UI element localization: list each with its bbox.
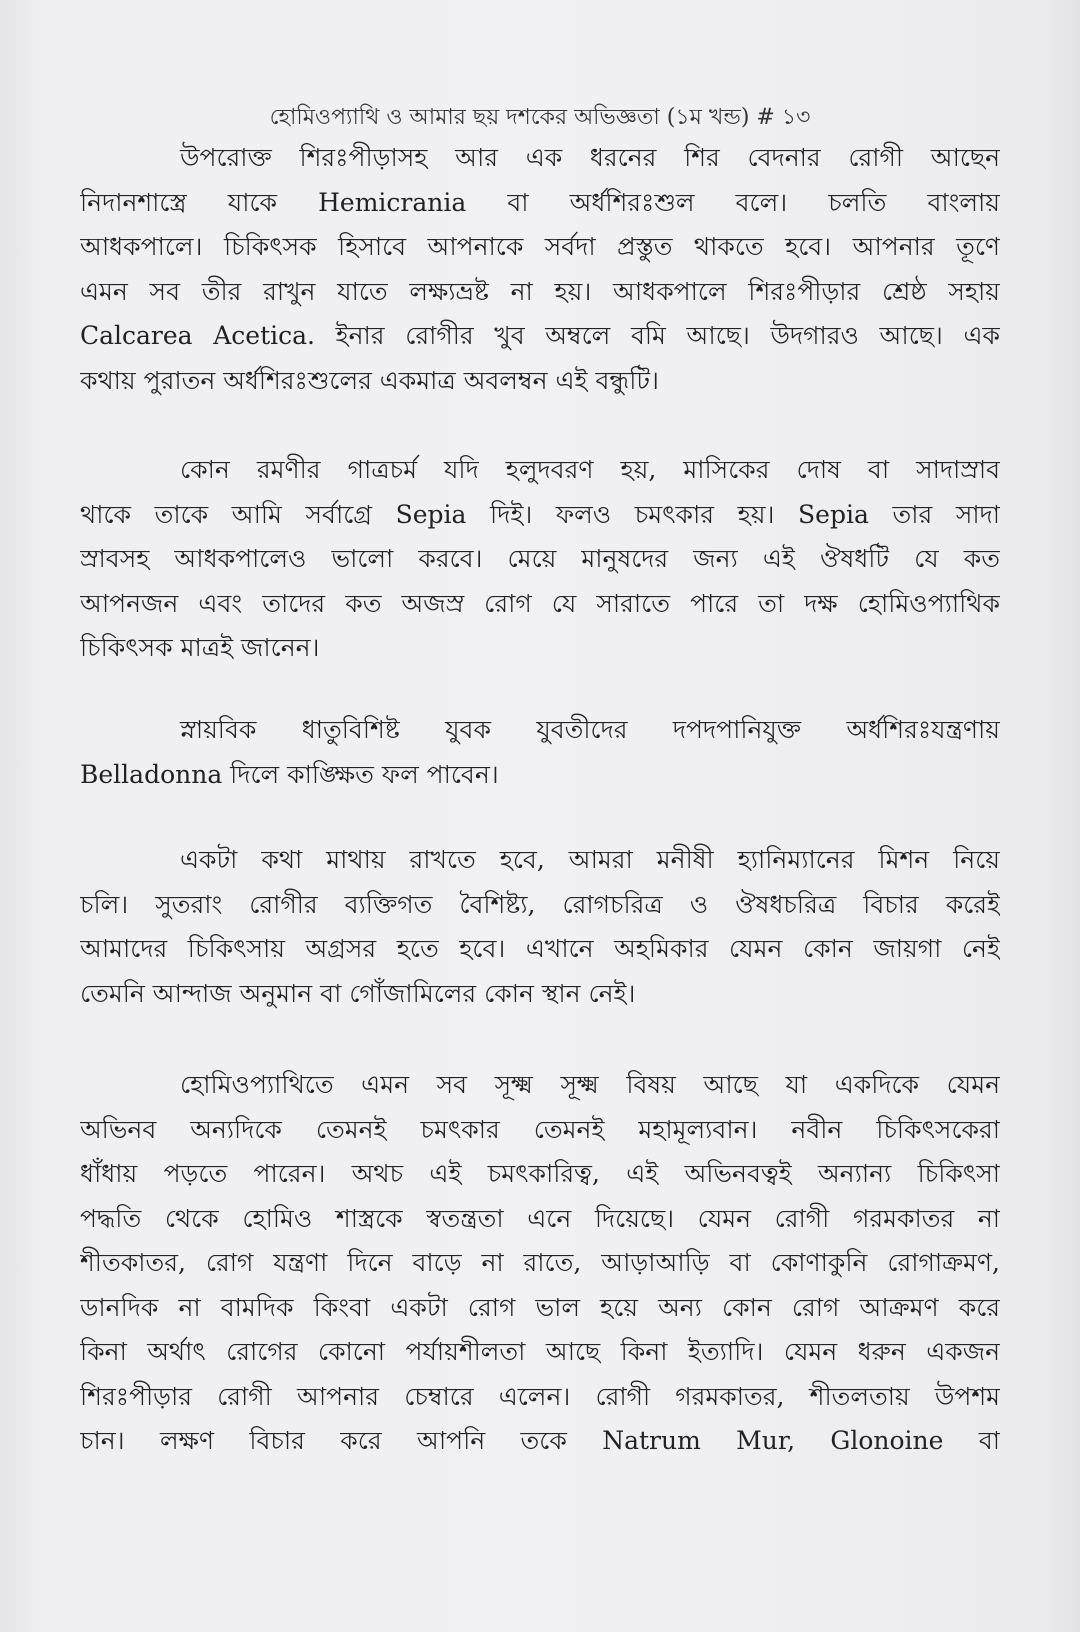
text-line: আপনজন এবং তাদের কত অজস্র রোগ যে সারাতে পারে তা দক্ষ হোমিওপ্যাথিক bbox=[80, 588, 1000, 618]
text-line: চান। লক্ষণ বিচার করে আপনি তকে Natrum Mur, Glonoine বা bbox=[80, 1426, 1000, 1455]
text-line: স্নায়বিক ধাতুবিশিষ্ট যুবক যুবতীদের দপদপানিযুক্ত অর্ধশিরঃযন্ত্রণায় bbox=[180, 715, 1000, 744]
text-line: কোন রমণীর গাত্রচর্ম যদি হলুদবরণ হয়, মাসিকের দোষ বা সাদাস্রাব bbox=[180, 455, 1000, 484]
text-line: হোমিওপ্যাথিতে এমন সব সূক্ষ্ম সূক্ষ্ম বিষয় আছে যা একদিকে যেমন bbox=[180, 1070, 1000, 1099]
text-line: শিরঃপীড়ার রোগী আপনার চেম্বারে এলেন। রোগী গরমকাতর, শীতলতায় উপশম bbox=[80, 1381, 1000, 1411]
paragraph-4 bbox=[80, 838, 1000, 1016]
running-header: হোমিওপ্যাথি ও আমার ছয় দশকের অভিজ্ঞতা (১ম খন্ড) # ১৩ bbox=[269, 105, 811, 130]
text-line: কথায় পুরাতন অর্ধশিরঃশুলের একমাত্র অবলম্বন এই বন্ধুটি। bbox=[80, 365, 659, 395]
text-line: একটা কথা মাথায় রাখতে হবে, আমরা মনীষী হ্যানিম্যানের মিশন নিয়ে bbox=[180, 845, 1000, 874]
text-line: নিদানশাস্ত্রে যাকে Hemicrania বা অর্ধশিরঃশুল বলে। চলতি বাংলায় bbox=[80, 187, 1000, 217]
text-line: থাকে তাকে আমি সর্বাগ্রে Sepia দিই। ফলও চমৎকার হয়। Sepia তার সাদা bbox=[80, 499, 1000, 529]
paragraph-5 bbox=[80, 1063, 1000, 1464]
paragraph-1 bbox=[80, 136, 1000, 403]
text-line: তেমনি আন্দাজ অনুমান বা গোঁজামিলের কোন স্থান নেই। bbox=[80, 978, 636, 1008]
text-line: কিনা অর্থাৎ রোগের কোনো পর্যায়শীলতা আছে কিনা ইত্যাদি। যেমন ধরুন একজন bbox=[80, 1337, 1000, 1366]
paragraph-2 bbox=[80, 448, 1000, 671]
text-line: ধাঁধায় পড়তে পারেন। অথচ এই চমৎকারিত্ব, এই অভিনবত্বই অন্যান্য চিকিৎসা bbox=[80, 1159, 1000, 1188]
text-line: Belladonna দিলে কাঙ্ক্ষিত ফল পাবেন। bbox=[80, 759, 499, 789]
text-line: এমন সব তীর রাখুন যাতে লক্ষ্যভ্রষ্ট না হয়। আধকপালে শিরঃপীড়ার শ্রেষ্ঠ সহায় bbox=[80, 276, 1000, 306]
text-line: উপরোক্ত শিরঃপীড়াসহ আর এক ধরনের শির বেদনার রোগী আছেন bbox=[180, 143, 1000, 172]
text-line: চিকিৎসক মাত্রই জানেন। bbox=[80, 633, 320, 662]
paragraph-3 bbox=[80, 708, 1000, 797]
text-line: চলি। সুতরাং রোগীর ব্যক্তিগত বৈশিষ্ট্য, রোগচরিত্র ও ঔষধচরিত্র বিচার করেই bbox=[80, 889, 1000, 919]
text-line: আধকপালে। চিকিৎসক হিসাবে আপনাকে সর্বদা প্রস্তুত থাকতে হবে। আপনার তূণে bbox=[80, 232, 1000, 261]
text-line: স্রাবসহ আধকপালেও ভালো করবে। মেয়ে মানুষদের জন্য এই ঔষধটি যে কত bbox=[80, 544, 1000, 573]
text-line: পদ্ধতি থেকে হোমিও শাস্ত্রকে স্বতন্ত্রতা এনে দিয়েছে। যেমন রোগী গরমকাতর না bbox=[80, 1203, 1000, 1233]
text-line: Calcarea Acetica. ইনার রোগীর খুব অম্বলে বমি আছে। উদগারও আছে। এক bbox=[80, 321, 1000, 350]
text-line: অভিনব অন্যদিকে তেমনই চমৎকার তেমনই মহামূল্যবান। নবীন চিকিৎসকেরা bbox=[80, 1114, 1000, 1144]
text-line: শীতকাতর, রোগ যন্ত্রণা দিনে বাড়ে না রাতে, আড়াআড়ি বা কোণাকুনি রোগাক্রমণ, bbox=[80, 1248, 1000, 1277]
text-line: আমাদের চিকিৎসায় অগ্রসর হতে হবে। এখানে অহমিকার যেমন কোন জায়গা নেই bbox=[80, 934, 1000, 963]
text-line: ডানদিক না বামদিক কিংবা একটা রোগ ভাল হয়ে অন্য কোন রোগ আক্রমণ করে bbox=[80, 1292, 1000, 1322]
